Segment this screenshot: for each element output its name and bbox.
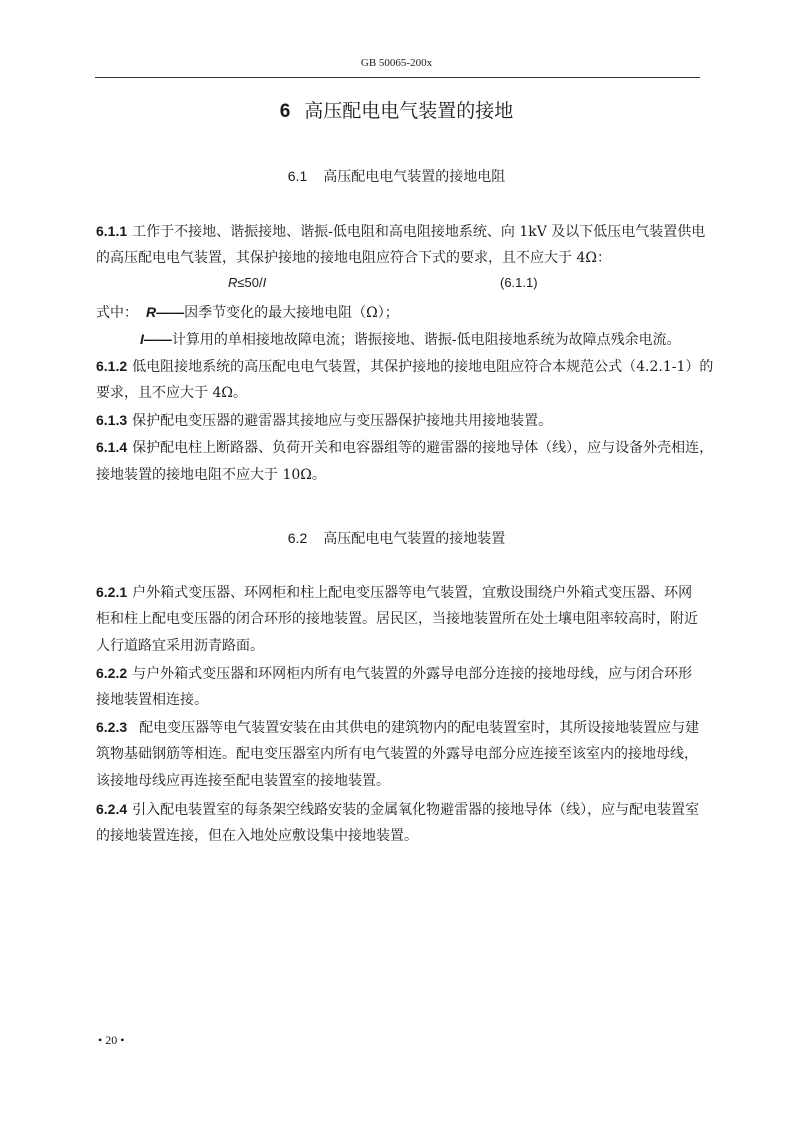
clause-text: 配电变压器等电气装置安装在由其供电的建筑物内的配电装置室时，其所设接地装置应与建 [139, 720, 700, 736]
section-heading-6-1 [0, 166, 793, 186]
chapter-title-text: 高压配电电气装置的接地 [304, 100, 514, 122]
where-r-desc: 因季节变化的最大接地电阻（Ω）； [184, 305, 399, 321]
where-i-symbol: I [140, 331, 144, 347]
clause-number: 6.2.1 [96, 584, 128, 600]
clause-6-1-1-line-2: 的高压配电电气装置，其保护接地的接地电阻应符合下式的要求，且不应大于 4Ω： [96, 250, 611, 266]
clause-6-2-3-line-3: 该接地母线应再连接至配电装置室的接地装置。 [96, 773, 390, 789]
chapter-number: 6 [279, 101, 291, 122]
clause-number: 6.1.1 [96, 223, 128, 239]
clause-6-1-4-line-1 [96, 437, 714, 458]
clause-6-2-4-line-2: 的接地装置连接，但在入地处应敷设集中接地装置。 [96, 828, 418, 844]
where-r-dash: —— [156, 304, 185, 320]
clause-6-1-3-line-1 [96, 410, 700, 431]
clause-text: 与户外箱式变压器和环网柜内所有电气装置的外露导电部分连接的接地母线，应与闭合环形 [132, 666, 693, 682]
header-rule [95, 77, 700, 78]
clause-6-2-1-line-1 [96, 582, 700, 603]
formula-r-symbol: R [228, 275, 238, 290]
clause-6-2-2-line-1 [96, 663, 700, 684]
page-number: • 20 • [98, 1033, 125, 1047]
clause-6-2-4-line-1 [96, 799, 700, 820]
clause-6-2-3-line-1 [96, 717, 700, 738]
clause-number: 6.2.4 [96, 801, 128, 817]
clause-6-1-1-line-1 [96, 221, 706, 242]
clause-text: 保护配电变压器的避雷器其接地应与变压器保护接地共用接地装置。 [132, 413, 553, 429]
where-r-symbol: R [146, 304, 157, 320]
formula [228, 275, 266, 290]
clause-number: 6.1.2 [96, 358, 128, 374]
clause-6-2-2-line-2: 接地装置相连接。 [96, 692, 208, 708]
page-header-code: GB 50065-200x [360, 57, 433, 69]
where-lead: 式中： [96, 305, 138, 321]
clause-6-2-3-line-2: 筑物基础钢筋等相连。配电变压器室内所有电气装置的外露导电部分应连接至该室内的接地母线， [96, 746, 698, 762]
chapter-title [0, 96, 793, 123]
clause-text: 户外箱式变压器、环网柜和柱上配电变压器等电气装置，宜敷设围绕户外箱式变压器、环网 [132, 585, 693, 601]
clause-text: 引入配电装置室的每条架空线路安装的金属氧化物避雷器的接地导体（线），应与配电装置室 [132, 802, 700, 818]
where-i-desc: 计算用的单相接地故障电流；谐振接地、谐振-低电阻接地系统为故障点残余电流。 [171, 332, 681, 348]
clause-text: 低电阻接地系统的高压配电电气装置，其保护接地的接地电阻应符合本规范公式（4.2.1-1）的 [132, 359, 714, 375]
formula-i-symbol: I [262, 275, 267, 290]
clause-number: 6.1.3 [96, 412, 128, 428]
clause-number: 6.2.2 [96, 665, 128, 681]
clause-text: 工作于不接地、谐振接地、谐振-低电阻和高电阻接地系统、向 1kV 及以下低压电气装置供电 [132, 224, 706, 240]
where-r-line [96, 302, 700, 323]
section-title: 高压配电电气装置的接地电阻 [323, 169, 506, 185]
clause-6-1-2-line-2: 要求，且不应大于 4Ω。 [96, 385, 247, 401]
clause-6-2-1-line-3: 人行道路宜采用沥青路面。 [96, 638, 264, 654]
section-title: 高压配电电气装置的接地装置 [323, 531, 506, 547]
clause-text: 保护配电柱上断路器、负荷开关和电容器组等的避雷器的接地导体（线），应与设备外壳相连， [132, 440, 714, 456]
clause-6-2-1-line-2: 柜和柱上配电变压器的闭合环形的接地装置。居民区，当接地装置所在处土壤电阻率较高时，附近 [96, 611, 698, 627]
clause-number: 6.1.4 [96, 439, 128, 455]
where-i-dash: —— [143, 331, 172, 347]
clause-number: 6.2.3 [96, 719, 128, 735]
section-number: 6.1 [287, 168, 308, 184]
section-number: 6.2 [287, 530, 308, 546]
equation-number: (6.1.1) [500, 275, 538, 290]
clause-6-1-4-line-2: 接地装置的接地电阻不应大于 10Ω。 [96, 467, 326, 483]
section-heading-6-2 [0, 528, 793, 548]
where-i-line [140, 329, 744, 350]
clause-6-1-2-line-1 [96, 356, 714, 377]
formula-relation: ≤50/ [237, 275, 263, 290]
